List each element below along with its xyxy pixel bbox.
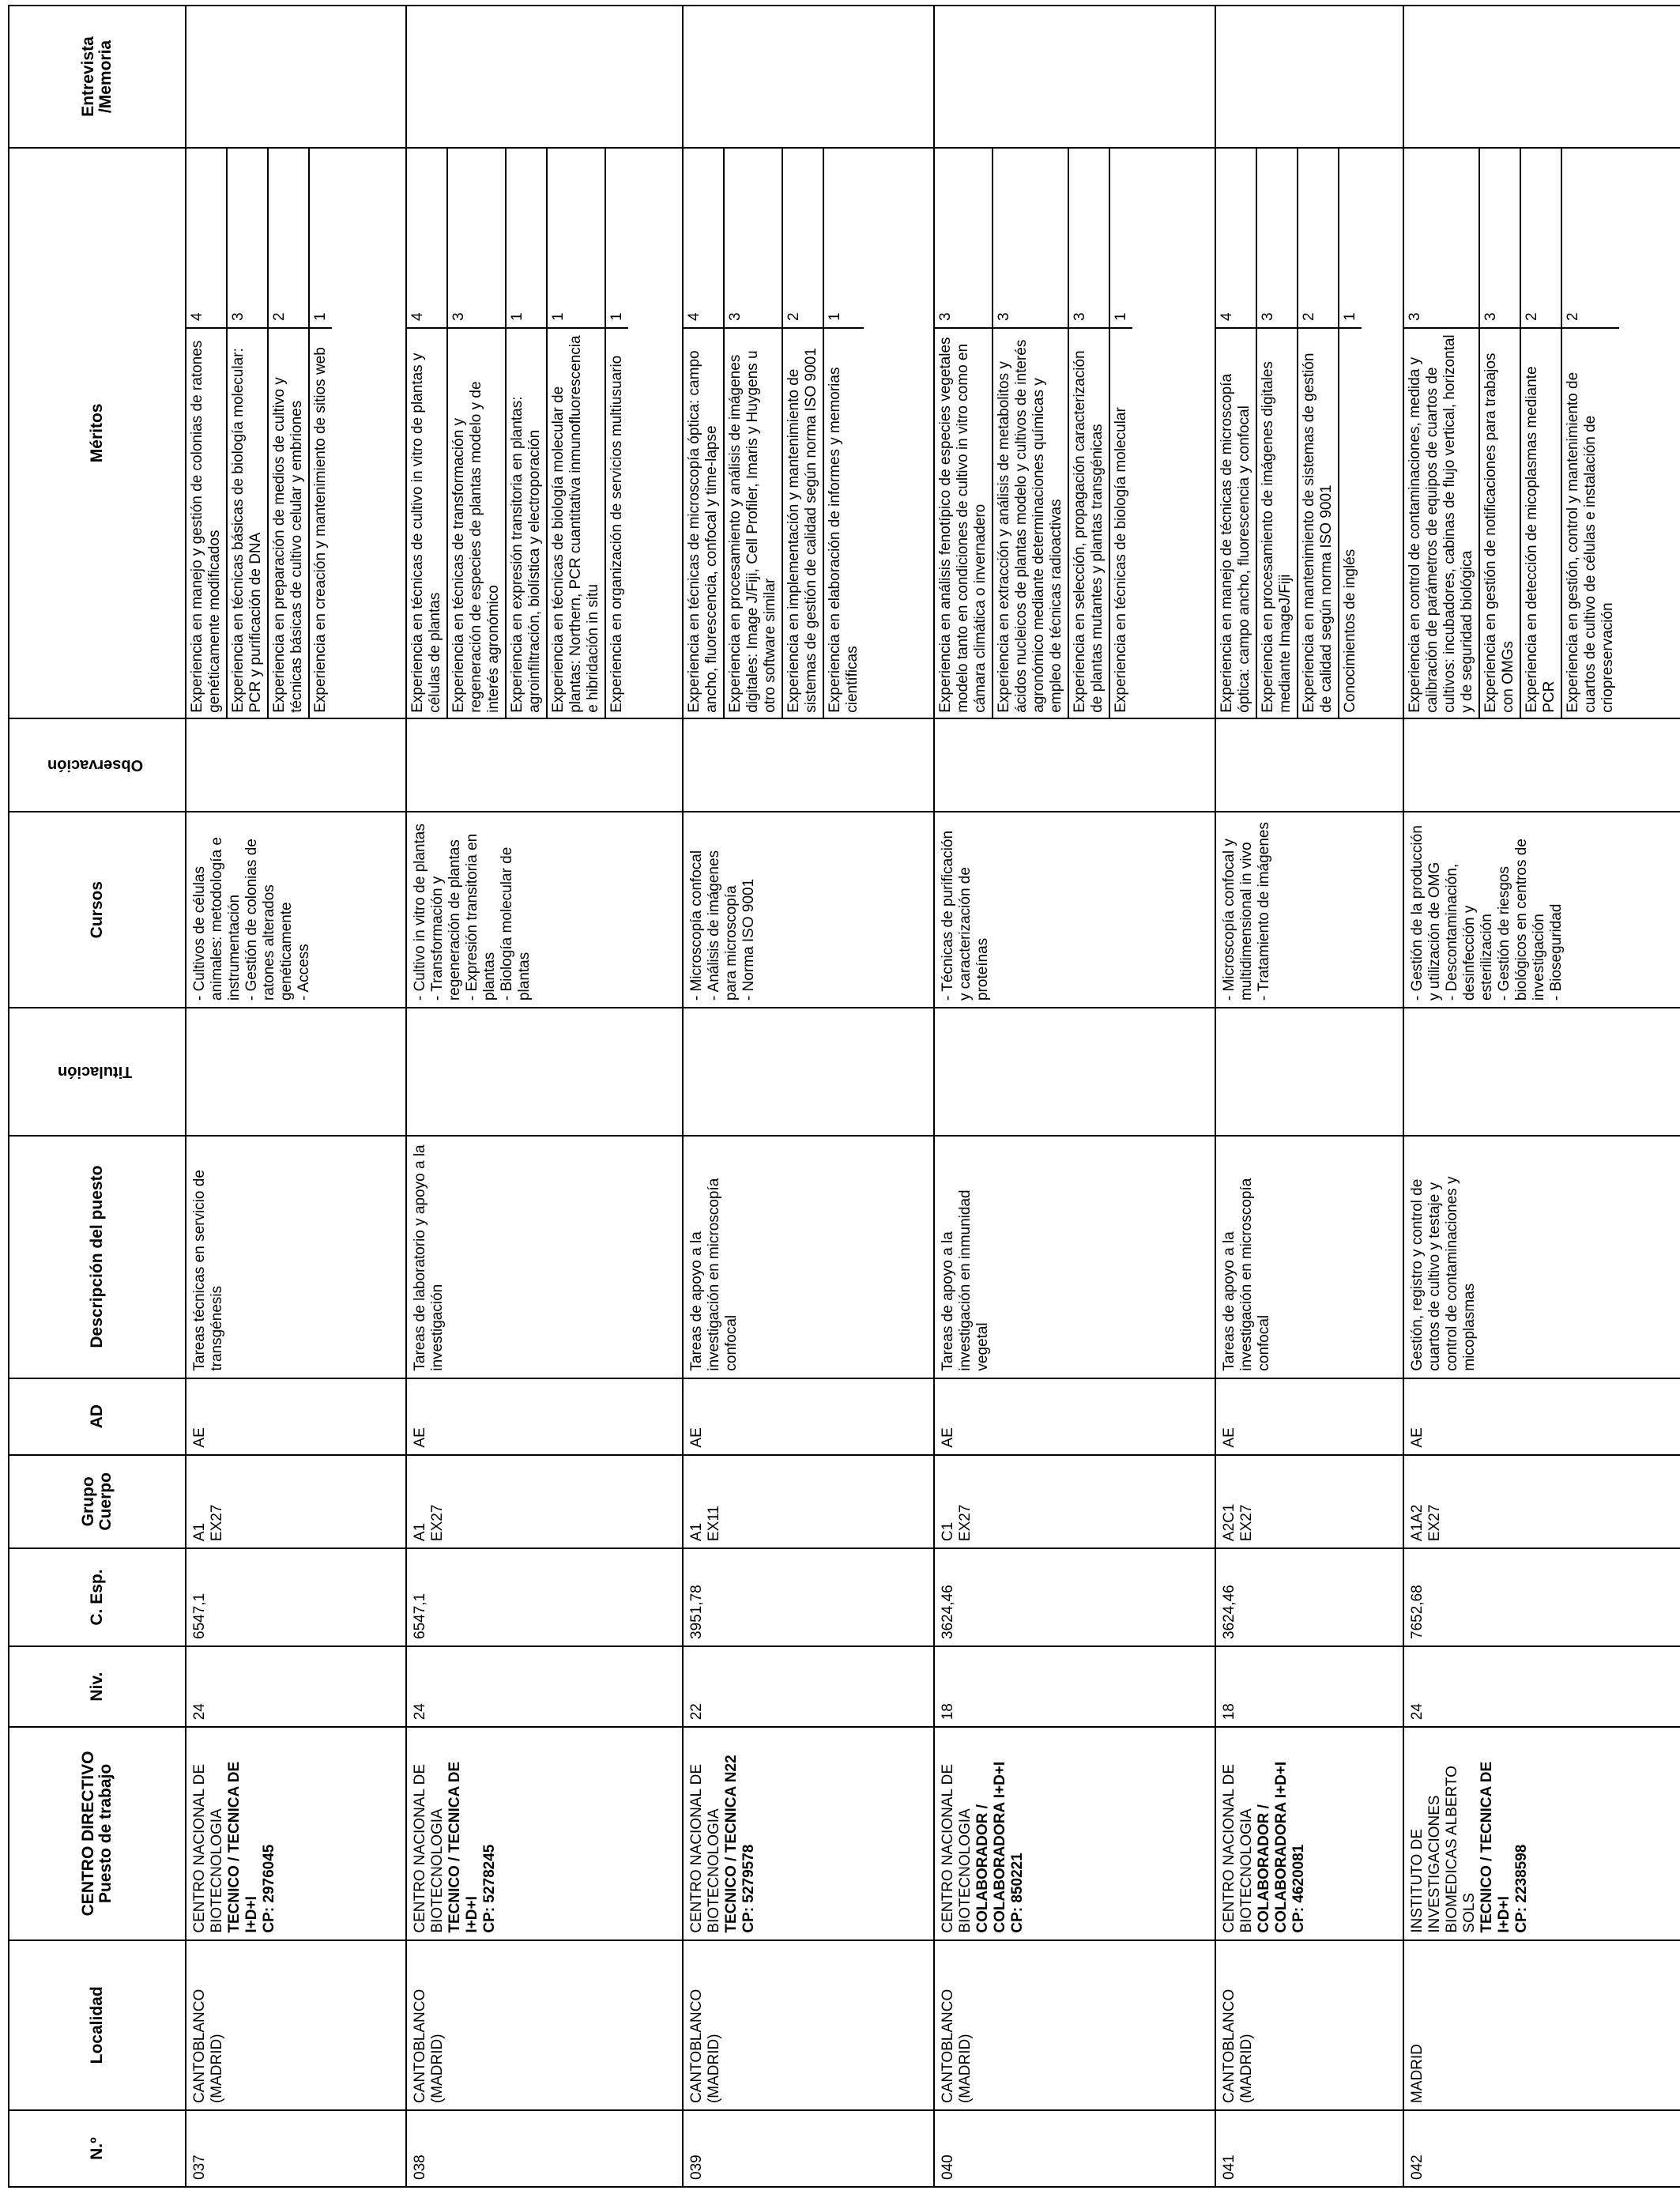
table-row — [934, 6, 1215, 2187]
merit-text: Experiencia en técnicas de biología molecular de plantas: Northern, PCR cuantitativa inmunofluorescencia e hibridación in situ — [548, 327, 605, 718]
row-cesp: 3624,46 — [934, 1548, 1215, 1646]
cp-code: CP: 2976045 — [261, 1844, 277, 1933]
row-entrevista — [1215, 6, 1403, 148]
merit-item — [507, 149, 548, 718]
merit-text: Experiencia en control de contaminaciones, medida y calibración de parámetros de equipos de cuartos de cultivos: incubadores, cabinas de flujo vertical, horizontal y de seguridad biológica — [1404, 327, 1478, 718]
merit-points: 3 — [996, 312, 1012, 321]
row-descripcion: Tareas de laboratorio y apoyo a la investigación — [406, 1136, 683, 1378]
row-observacion — [406, 718, 683, 812]
merit-text: Experiencia en manejo y gestión de colonias de ratones genéticamente modificados — [186, 327, 226, 718]
header-grupo: Grupo Cuerpo — [9, 1455, 186, 1549]
header-meritos: Méritos — [9, 148, 186, 718]
merit-text: Experiencia en gestión de notificaciones para trabajos con OMGs — [1480, 327, 1520, 718]
merit-text: Experiencia en técnicas de biología molecular — [1110, 327, 1132, 718]
cp-code: CP: 4620081 — [1290, 1844, 1307, 1933]
merit-points: 4 — [189, 312, 205, 321]
row-localidad: MADRID — [1403, 1940, 1680, 2110]
row-grupo: A2C1 EX27 — [1215, 1455, 1403, 1549]
puesto-name: COLABORADOR / COLABORADORA I+D+I — [1256, 1761, 1290, 1933]
row-ad: AE — [186, 1378, 406, 1455]
merit-points: 3 — [1260, 312, 1276, 321]
row-ad: AE — [934, 1378, 1215, 1455]
row-centro — [406, 1727, 683, 1940]
row-descripcion: Gestión, registro y control de cuartos de cultivo y testaje y control de contaminaciones y micoplasmas — [1403, 1136, 1680, 1378]
row-cesp: 6547,1 — [406, 1548, 683, 1646]
table-row — [683, 6, 934, 2187]
merit-text: Experiencia en implementación y mantenimiento de sistemas de gestión de calidad según norma ISO 9001 — [783, 327, 823, 718]
merit-points: 2 — [271, 312, 288, 321]
positions-table — [8, 5, 1680, 2188]
merit-item — [448, 149, 507, 718]
merit-points: 3 — [450, 312, 467, 321]
header-row — [9, 6, 186, 2187]
row-niv: 18 — [934, 1646, 1215, 1727]
header-observacion-text: Observación — [47, 756, 144, 775]
merit-points: 1 — [1113, 312, 1129, 321]
header-niv: Niv. — [9, 1646, 186, 1727]
merit-item — [1480, 149, 1521, 718]
row-entrevista — [934, 6, 1215, 148]
row-cursos: - Técnicas de purificación y caracterización de proteínas — [934, 812, 1215, 1008]
row-localidad: CANTOBLANCO (MADRID) — [406, 1940, 683, 2110]
header-titulacion — [9, 1008, 186, 1136]
merit-text: Experiencia en creación y mantenimiento de sitios web — [310, 327, 332, 718]
merit-text: Experiencia en técnicas básicas de biología molecular: PCR y purificación de DNA — [228, 327, 267, 718]
row-ad: AE — [1403, 1378, 1680, 1455]
merit-item — [1562, 149, 1619, 718]
header-localidad: Localidad — [9, 1940, 186, 2110]
merit-item — [407, 149, 448, 718]
merit-item — [1521, 149, 1562, 718]
header-ad: AD — [9, 1378, 186, 1455]
row-centro — [1403, 1727, 1680, 1940]
row-localidad: CANTOBLANCO (MADRID) — [186, 1940, 406, 2110]
merit-points: 3 — [727, 312, 744, 321]
merit-text: Experiencia en mantenimiento de sistemas de gestión de calidad según norma ISO 9001 — [1298, 327, 1338, 718]
row-num: 041 — [1215, 2110, 1403, 2187]
row-titulacion — [406, 1008, 683, 1136]
merit-points: 3 — [1482, 312, 1499, 321]
merit-text: Experiencia en técnicas de microscopía óptica: campo ancho, fluorescencia, confocal y time-lapse — [684, 327, 723, 718]
row-niv: 24 — [1403, 1646, 1680, 1727]
row-centro — [683, 1727, 934, 1940]
row-niv: 24 — [186, 1646, 406, 1727]
merit-points: 1 — [827, 312, 843, 321]
merit-item — [1404, 149, 1480, 718]
merit-text: Experiencia en elaboración de informes y memorias científicas — [824, 327, 864, 718]
row-titulacion — [1215, 1008, 1403, 1136]
row-centro — [186, 1727, 406, 1940]
row-cursos: - Cultivos de células animales: metodología e instrumentación - Gestión de colonias de ratones alterados genéticamente - Access — [186, 812, 406, 1008]
row-cursos: - Cultivo in vitro de plantas - Transformación y regeneración de plantas - Expresión transitoria en plantas - Biología molecular de plantas — [406, 812, 683, 1008]
centro-name: INSTITUTO DE INVESTIGACIONES BIOMEDICAS ALBERTO SOLS — [1409, 1766, 1478, 1933]
row-centro — [934, 1727, 1215, 1940]
merit-item — [783, 149, 824, 718]
row-num: 037 — [186, 2110, 406, 2187]
row-grupo: A1 EX11 — [683, 1455, 934, 1549]
header-centro: CENTRO DIRECTIVO Puesto de trabajo — [9, 1727, 186, 1940]
row-titulacion — [186, 1008, 406, 1136]
centro-name: CENTRO NACIONAL DE BIOTECNOLOGIA — [940, 1763, 974, 1933]
merit-item — [684, 149, 725, 718]
cp-code: CP: 2238598 — [1513, 1844, 1530, 1933]
merit-item — [993, 149, 1069, 718]
row-descripcion: Tareas de apoyo a la investigación en microscopía confocal — [683, 1136, 934, 1378]
merit-item — [1298, 149, 1339, 718]
row-entrevista — [1403, 6, 1680, 148]
merit-text: Experiencia en procesamiento de imágenes digitales mediante ImageJ/Fiji — [1257, 327, 1297, 718]
merit-points: 1 — [509, 312, 525, 321]
row-observacion — [934, 718, 1215, 812]
row-cesp: 3624,46 — [1215, 1548, 1403, 1646]
row-cesp: 3951,78 — [683, 1548, 934, 1646]
merit-text: Experiencia en análisis fenotípico de especies vegetales modelo tanto en condiciones de cultivo in vitro como en cámara climática o invernadero — [935, 327, 992, 718]
merit-text: Experiencia en técnicas de transformación y regeneración de especies de plantas modelo y de interés agronómico — [448, 327, 505, 718]
merit-points: 1 — [1342, 312, 1358, 321]
merit-points: 3 — [937, 312, 954, 321]
merit-text: Experiencia en técnicas de cultivo in vitro de plantas y células de plantas — [407, 327, 446, 718]
merit-item — [824, 149, 864, 718]
merit-item — [186, 149, 228, 718]
cp-code: CP: 5279578 — [740, 1844, 757, 1933]
merit-item — [725, 149, 783, 718]
row-cursos: - Microscopía confocal - Análisis de imágenes para microscopía - Norma ISO 9001 — [683, 812, 934, 1008]
row-titulacion — [934, 1008, 1215, 1136]
row-observacion — [683, 718, 934, 812]
merit-points: 3 — [230, 312, 247, 321]
header-titulacion-text: Titulación — [58, 1062, 133, 1080]
row-observacion — [186, 718, 406, 812]
row-entrevista — [406, 6, 683, 148]
merit-item — [228, 149, 269, 718]
puesto-name: TECNICO / TECNICA DE I+D+I — [446, 1761, 480, 1933]
header-entrevista: Entrevista /Memoria — [9, 6, 186, 148]
row-grupo: C1 EX27 — [934, 1455, 1215, 1549]
cp-code: CP: 850221 — [1009, 1853, 1026, 1933]
puesto-name: TECNICO / TECNICA N22 — [723, 1755, 740, 1933]
merit-item — [548, 149, 606, 718]
row-niv: 22 — [683, 1646, 934, 1727]
merit-text: Conocimientos de inglés — [1339, 327, 1362, 718]
merit-item — [935, 149, 993, 718]
row-niv: 24 — [406, 1646, 683, 1727]
puesto-name: COLABORADOR / COLABORADORA I+D+I — [974, 1761, 1008, 1933]
centro-name: CENTRO NACIONAL DE BIOTECNOLOGIA — [688, 1763, 722, 1933]
row-localidad: CANTOBLANCO (MADRID) — [934, 1940, 1215, 2110]
puesto-name: TECNICO / TECNICA DE I+D+I — [226, 1761, 260, 1933]
row-niv: 18 — [1215, 1646, 1403, 1727]
merit-points: 2 — [1301, 312, 1317, 321]
row-meritos — [1403, 148, 1680, 718]
row-grupo: A1A2 EX27 — [1403, 1455, 1680, 1549]
row-num: 040 — [934, 2110, 1215, 2187]
row-ad: AE — [683, 1378, 934, 1455]
row-meritos — [683, 148, 934, 718]
centro-name: CENTRO NACIONAL DE BIOTECNOLOGIA — [1221, 1763, 1255, 1933]
cp-code: CP: 5278245 — [481, 1844, 498, 1933]
merit-text: Experiencia en detección de micoplasmas mediante PCR — [1521, 327, 1561, 718]
merit-points: 1 — [312, 312, 329, 321]
header-cesp: C. Esp. — [9, 1548, 186, 1646]
row-centro — [1215, 1727, 1403, 1940]
merit-text: Experiencia en selección, propagación caracterización de plantas mutantes y plantas transgénicas — [1069, 327, 1109, 718]
merit-item — [606, 149, 628, 718]
row-num: 042 — [1403, 2110, 1680, 2187]
merit-item — [1110, 149, 1132, 718]
header-num: N.º — [9, 2110, 186, 2187]
merit-points: 2 — [785, 312, 802, 321]
row-cursos: - Microscopía confocal y multidimensional in vivo - Tratamiento de imágenes — [1215, 812, 1403, 1008]
row-entrevista — [186, 6, 406, 148]
centro-name: CENTRO NACIONAL DE BIOTECNOLOGIA — [412, 1763, 446, 1933]
merit-text: Experiencia en manejo de técnicas de microscopía óptica: campo ancho, fluorescencia y confocal — [1216, 327, 1256, 718]
table-row — [186, 6, 406, 2187]
merit-item — [1339, 149, 1362, 718]
row-cursos: - Gestión de la producción y utilización de OMG - Descontaminación, desinfección y esterilización - Gestión de riesgos biológicos en centros de investigación - Bioseguridad — [1403, 812, 1680, 1008]
merit-points: 1 — [550, 312, 567, 321]
merit-item — [310, 149, 332, 718]
merit-item — [269, 149, 310, 718]
merit-points: 3 — [1407, 312, 1423, 321]
row-meritos — [1215, 148, 1403, 718]
merit-points: 2 — [1524, 312, 1540, 321]
merit-points: 1 — [608, 312, 625, 321]
merit-points: 4 — [686, 312, 703, 321]
header-cursos: Cursos — [9, 812, 186, 1008]
row-descripcion: Tareas técnicas en servicio de transgénesis — [186, 1136, 406, 1378]
row-descripcion: Tareas de apoyo a la investigación en microscopía confocal — [1215, 1136, 1403, 1378]
row-localidad: CANTOBLANCO (MADRID) — [1215, 1940, 1403, 2110]
merit-text: Experiencia en gestión, control y mantenimiento de cuartos de cultivo de células e instalación de criopreservación — [1562, 327, 1619, 718]
row-cesp: 6547,1 — [186, 1548, 406, 1646]
table-row — [406, 6, 683, 2187]
merit-text: Experiencia en extracción y análisis de metabolitos y ácidos nucleicos de plantas modelo y cultivos de interés agronómico mediante determinaciones químicas y empleo de técnicas radioactivas — [993, 327, 1068, 718]
merit-points: 4 — [1219, 312, 1235, 321]
row-ad: AE — [1215, 1378, 1403, 1455]
header-descripcion: Descripción del puesto — [9, 1136, 186, 1378]
row-cesp: 7652,68 — [1403, 1548, 1680, 1646]
row-descripcion: Tareas de apoyo a la investigación en inmunidad vegetal — [934, 1136, 1215, 1378]
merit-item — [1257, 149, 1298, 718]
puesto-name: TECNICO / TECNICA DE I+D+I — [1478, 1761, 1512, 1933]
merit-points: 4 — [409, 312, 426, 321]
merit-points: 3 — [1072, 312, 1088, 321]
row-num: 038 — [406, 2110, 683, 2187]
row-titulacion — [683, 1008, 934, 1136]
row-titulacion — [1403, 1008, 1680, 1136]
merit-item — [1216, 149, 1257, 718]
merit-text: Experiencia en expresión transitoria en plantas: agroinfiltración, biolística y electroporación — [507, 327, 546, 718]
table-row — [1215, 6, 1403, 2187]
row-grupo: A1 EX27 — [186, 1455, 406, 1549]
row-meritos — [406, 148, 683, 718]
row-observacion — [1215, 718, 1403, 812]
row-ad: AE — [406, 1378, 683, 1455]
merit-item — [1069, 149, 1110, 718]
merit-points: 2 — [1565, 312, 1581, 321]
row-meritos — [934, 148, 1215, 718]
row-num: 039 — [683, 2110, 934, 2187]
centro-name: CENTRO NACIONAL DE BIOTECNOLOGIA — [191, 1763, 225, 1933]
merit-text: Experiencia en procesamiento y análisis de imágenes digitales: Image J/Fiji, Cell Profiler, Imaris y Huygens u otro software similar — [725, 327, 782, 718]
row-meritos — [186, 148, 406, 718]
header-observacion — [9, 718, 186, 812]
row-grupo: A1 EX27 — [406, 1455, 683, 1549]
merit-text: Experiencia en preparación de medios de cultivo y técnicas básicas de cultivo celular y embriones — [269, 327, 308, 718]
table-row — [1403, 6, 1680, 2187]
merit-text: Experiencia en organización de servicios multiusuario — [606, 327, 628, 718]
row-observacion — [1403, 718, 1680, 812]
row-entrevista — [683, 6, 934, 148]
row-localidad: CANTOBLANCO (MADRID) — [683, 1940, 934, 2110]
